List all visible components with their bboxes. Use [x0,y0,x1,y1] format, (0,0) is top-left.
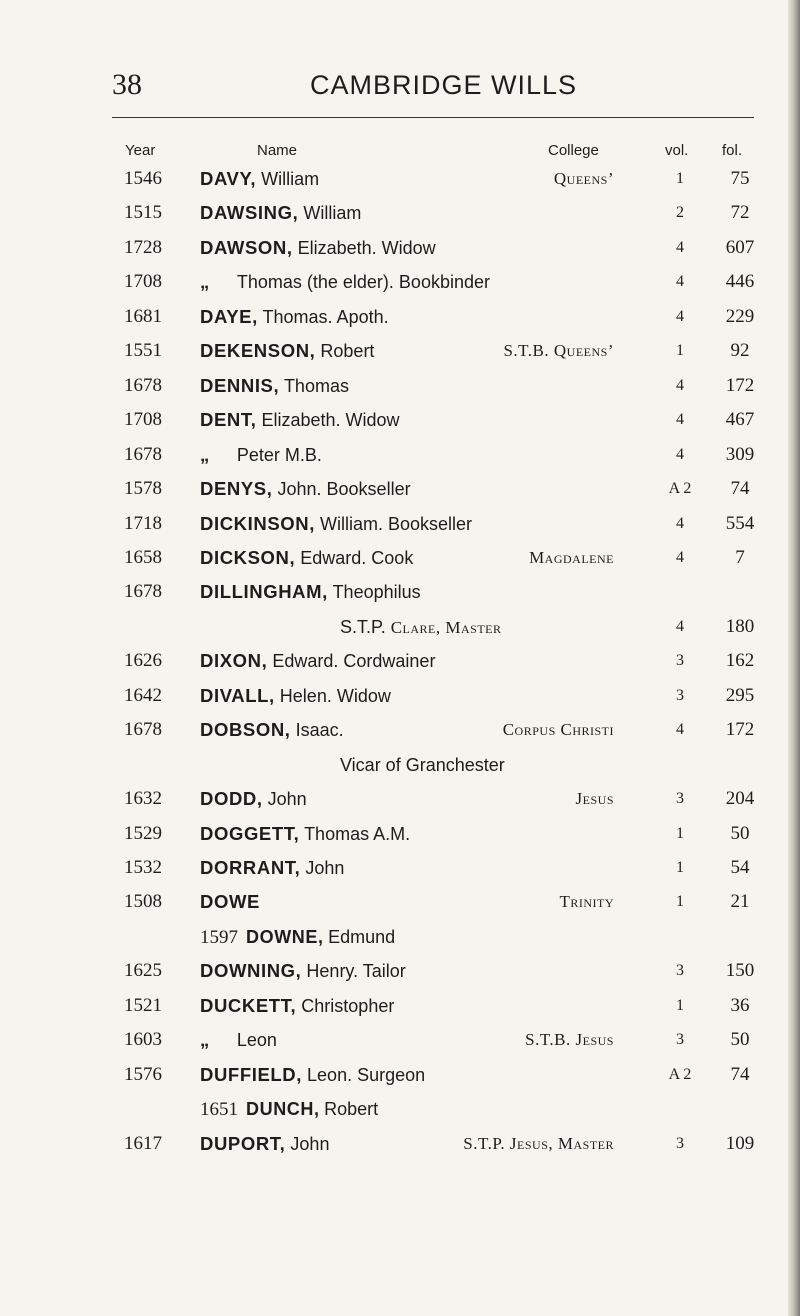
entry-name [200,472,411,506]
table-row [0,713,800,747]
volume-number: 3 [676,686,684,704]
entry-given-name: William. Bookseller [319,513,473,534]
folio-number: 554 [725,512,755,534]
table-row [0,851,800,885]
volume-number: 4 [676,514,684,532]
entry-year: 1632 [124,788,162,810]
entry-surname: DAWSING, [200,202,299,224]
entry-given-name: Christopher [301,995,395,1016]
folio-number: 204 [725,788,755,810]
folio-number: 295 [725,684,755,706]
entry-name [200,265,490,299]
entry-surname: DENNIS, [200,374,280,396]
cross-reference-given-name: Edmund [328,926,396,947]
table-row [0,782,800,816]
folio-number: 54 [730,857,750,878]
table-row [0,817,800,851]
entry-name [200,851,344,885]
entry-surname: DOGGETT, [200,822,300,844]
table-row [0,644,800,678]
volume-number: 1 [676,170,684,187]
running-title: CAMBRIDGE WILLS [310,70,578,100]
entry-surname: DICKINSON, [200,512,315,534]
entry-name [200,713,344,747]
entry-year: 1728 [124,236,162,258]
folio-number: 50 [730,822,750,844]
entry-given-name: John [290,1133,330,1154]
volume-number: 1 [676,824,684,842]
cross-reference-surname: DUNCH, [246,1099,320,1120]
cross-reference [200,920,395,955]
entry-surname: DIVALL, [200,684,275,706]
volume-number: 1 [676,342,684,360]
entry-continuation [340,748,505,782]
volume-number: 3 [676,790,684,808]
continuation-row [0,610,800,644]
folio-number: 74 [730,1063,750,1085]
entry-given-name: Henry. Tailor [306,961,406,982]
entry-surname: DORRANT, [200,857,301,878]
table-row [0,438,800,472]
entry-given-name: Leon. Surgeon [307,1064,426,1085]
volume-number: A 2 [668,1065,692,1083]
folio-number: 446 [725,271,755,293]
table-row [0,507,800,541]
entry-surname: DIXON, [200,650,268,672]
entry-given-name: William [261,169,320,189]
entry-name [200,954,406,988]
entry-year: 1603 [124,1029,162,1051]
entry-given-name: Elizabeth. Widow [297,237,436,258]
entry-name [200,369,349,403]
entry-name [200,231,436,265]
entry-year: 1708 [124,271,162,293]
entry-surname: DILLINGHAM, [200,581,328,603]
folio-number: 150 [725,960,755,982]
entry-name [200,1127,329,1161]
entry-year: 1718 [124,512,162,534]
header-rule [112,117,754,118]
table-row [0,575,800,609]
entry-year: 1576 [124,1063,162,1085]
folio-number: 92 [730,340,750,362]
entry-name [200,507,472,541]
entry-name [200,1023,277,1057]
column-header-vol: vol. [665,142,689,159]
entry-name [200,782,307,816]
table-row [0,231,800,265]
entry-name [200,1058,425,1092]
entry-year: 1708 [124,409,162,431]
volume-number: 4 [676,548,684,566]
entry-surname: DUCKETT, [200,994,297,1016]
volume-number: 4 [676,273,684,291]
volume-number: 3 [676,1031,684,1049]
entry-surname: DAYE, [200,305,258,327]
entry-surname: DUFFIELD, [200,1063,303,1085]
table-row [0,334,800,368]
entry-surname: DENT, [200,409,257,431]
continuation-text: Vicar of Granchester [340,754,505,775]
table-row [0,369,800,403]
table-row [0,472,800,506]
entry-given-name: Robert [320,341,375,362]
entry-surname: DICKSON, [200,546,296,568]
folio-number: 21 [730,891,750,913]
table-row [0,1023,800,1057]
entry-given-name: Isaac. [295,720,344,741]
entry-name [200,541,413,575]
folio-number: 162 [725,650,755,672]
entry-surname: DOWE [200,891,260,913]
table-row [0,954,800,988]
entry-given-name: Thomas (the elder). Bookbinder [236,272,490,293]
entry-surname: DOBSON, [200,719,291,741]
entry-year: 1578 [124,478,162,500]
entry-given-name: Thomas. Apoth. [262,306,389,327]
table-row [0,265,800,299]
entry-year: 1529 [124,822,162,844]
entry-name [200,817,410,851]
folio-number: 229 [725,305,755,327]
folio-number: 7 [735,546,745,568]
entry-given-name: Edward. Cook [300,547,414,568]
entry-name [200,575,421,609]
continuation-college: Clare, Master [390,617,502,637]
entry-year: 1515 [124,202,162,224]
volume-number: 4 [676,617,684,635]
cross-reference-year: 1597 [200,926,238,948]
folio-number: 309 [725,443,755,465]
entry-given-name: William [303,203,362,224]
entry-year: 1678 [124,719,162,741]
entry-name [200,679,391,713]
entry-year: 1681 [124,305,162,327]
column-header-year: Year [125,142,156,159]
entry-surname: DAVY, [200,168,257,189]
folio-number: 109 [725,1132,755,1154]
entry-name [200,334,374,368]
folio-number: 74 [730,478,750,500]
folio-number: 172 [725,719,755,741]
entry-college: S.T.B. Queens’ [503,341,614,361]
entry-given-name: John [305,858,345,878]
table-row [0,989,800,1023]
volume-number: 4 [676,238,684,256]
volume-number: 3 [676,1134,684,1152]
table-row [0,885,800,919]
entry-name [200,644,435,678]
table-row [0,196,800,230]
entry-year: 1642 [124,684,162,706]
continuation-text: S.T.P. [340,616,386,637]
entry-college: Queens’ [553,169,614,188]
column-header-college: College [548,142,599,159]
volume-number: 3 [676,652,684,670]
entry-college: S.T.P. Jesus, Master [463,1133,614,1153]
entry-surname: „ [200,1029,210,1051]
volume-number: 1 [676,893,684,911]
entry-surname: DENYS, [200,478,273,500]
cross-reference-surname: DOWNE, [246,926,324,947]
folio-number: 75 [730,168,750,189]
entry-year: 1617 [124,1132,162,1154]
volume-number: A 2 [668,480,692,498]
page-number: 38 [112,68,142,101]
entry-college: Magdalene [529,547,614,567]
entry-year: 1678 [124,374,162,396]
entry-name [200,989,394,1023]
entry-surname: DEKENSON, [200,340,316,362]
entry-year: 1546 [124,168,162,189]
table-row [0,1127,800,1161]
folio-number: 50 [730,1029,750,1051]
table-row [0,679,800,713]
volume-number: 2 [676,204,684,222]
entry-year: 1678 [124,443,162,465]
table-row [0,1058,800,1092]
entry-name [200,300,389,334]
entry-given-name: Elizabeth. Widow [261,410,400,431]
entry-year: 1532 [124,857,162,878]
entry-college: Jesus [575,789,614,809]
entry-year: 1551 [124,340,162,362]
entry-year: 1625 [124,960,162,982]
volume-number: 4 [676,411,684,429]
volume-number: 4 [676,376,684,394]
folio-number: 467 [725,409,755,431]
column-header-name: Name [257,142,298,159]
continuation-row [0,748,800,782]
entry-surname: DOWNING, [200,960,302,982]
folio-number: 172 [725,374,755,396]
entry-year: 1508 [124,891,162,913]
volume-number: 1 [676,859,684,876]
entry-given-name: Peter M.B. [236,444,322,465]
entry-name [200,403,400,437]
entry-surname: DUPORT, [200,1132,286,1154]
cross-reference-row [0,1092,800,1126]
column-header-fol: fol. [722,142,743,159]
entry-given-name: John [267,789,307,810]
folio-number: 36 [730,994,750,1016]
entry-given-name: Leon [236,1030,277,1051]
cross-reference-row [0,920,800,954]
folio-number: 607 [725,236,755,258]
table-row [0,162,800,196]
entry-given-name: Thomas [283,375,349,396]
entry-given-name: Thomas A.M. [304,823,411,844]
table-row [0,541,800,575]
entry-name [200,885,260,919]
entry-surname: „ [200,271,210,293]
entry-year: 1521 [124,994,162,1016]
cross-reference-given-name: Robert [324,1099,379,1120]
folio-number: 180 [725,615,755,637]
table-row [0,403,800,437]
entry-college: Corpus Christi [502,720,614,740]
entry-year: 1626 [124,650,162,672]
entry-surname: DODD, [200,788,263,810]
entry-name [200,438,322,472]
entry-continuation [340,610,502,645]
entry-given-name: Theophilus [332,582,421,603]
volume-number: 4 [676,721,684,739]
folio-number: 72 [730,202,750,224]
entry-given-name: Helen. Widow [279,685,391,706]
volume-number: 1 [676,996,684,1014]
cross-reference-year: 1651 [200,1099,238,1121]
table-row [0,300,800,334]
entry-given-name: Edward. Cordwainer [272,651,436,672]
volume-number: 3 [676,962,684,980]
entry-college: S.T.B. Jesus [525,1030,614,1050]
entry-given-name: John. Bookseller [277,479,411,500]
entry-year: 1658 [124,546,162,568]
entry-name [200,196,361,230]
cross-reference [200,1092,378,1127]
volume-number: 4 [676,445,684,463]
volume-number: 4 [676,307,684,325]
entry-surname: „ [200,443,210,465]
entry-name [200,162,319,196]
entry-surname: DAWSON, [200,236,293,258]
entry-year: 1678 [124,581,162,603]
entry-college: Trinity [559,892,614,912]
